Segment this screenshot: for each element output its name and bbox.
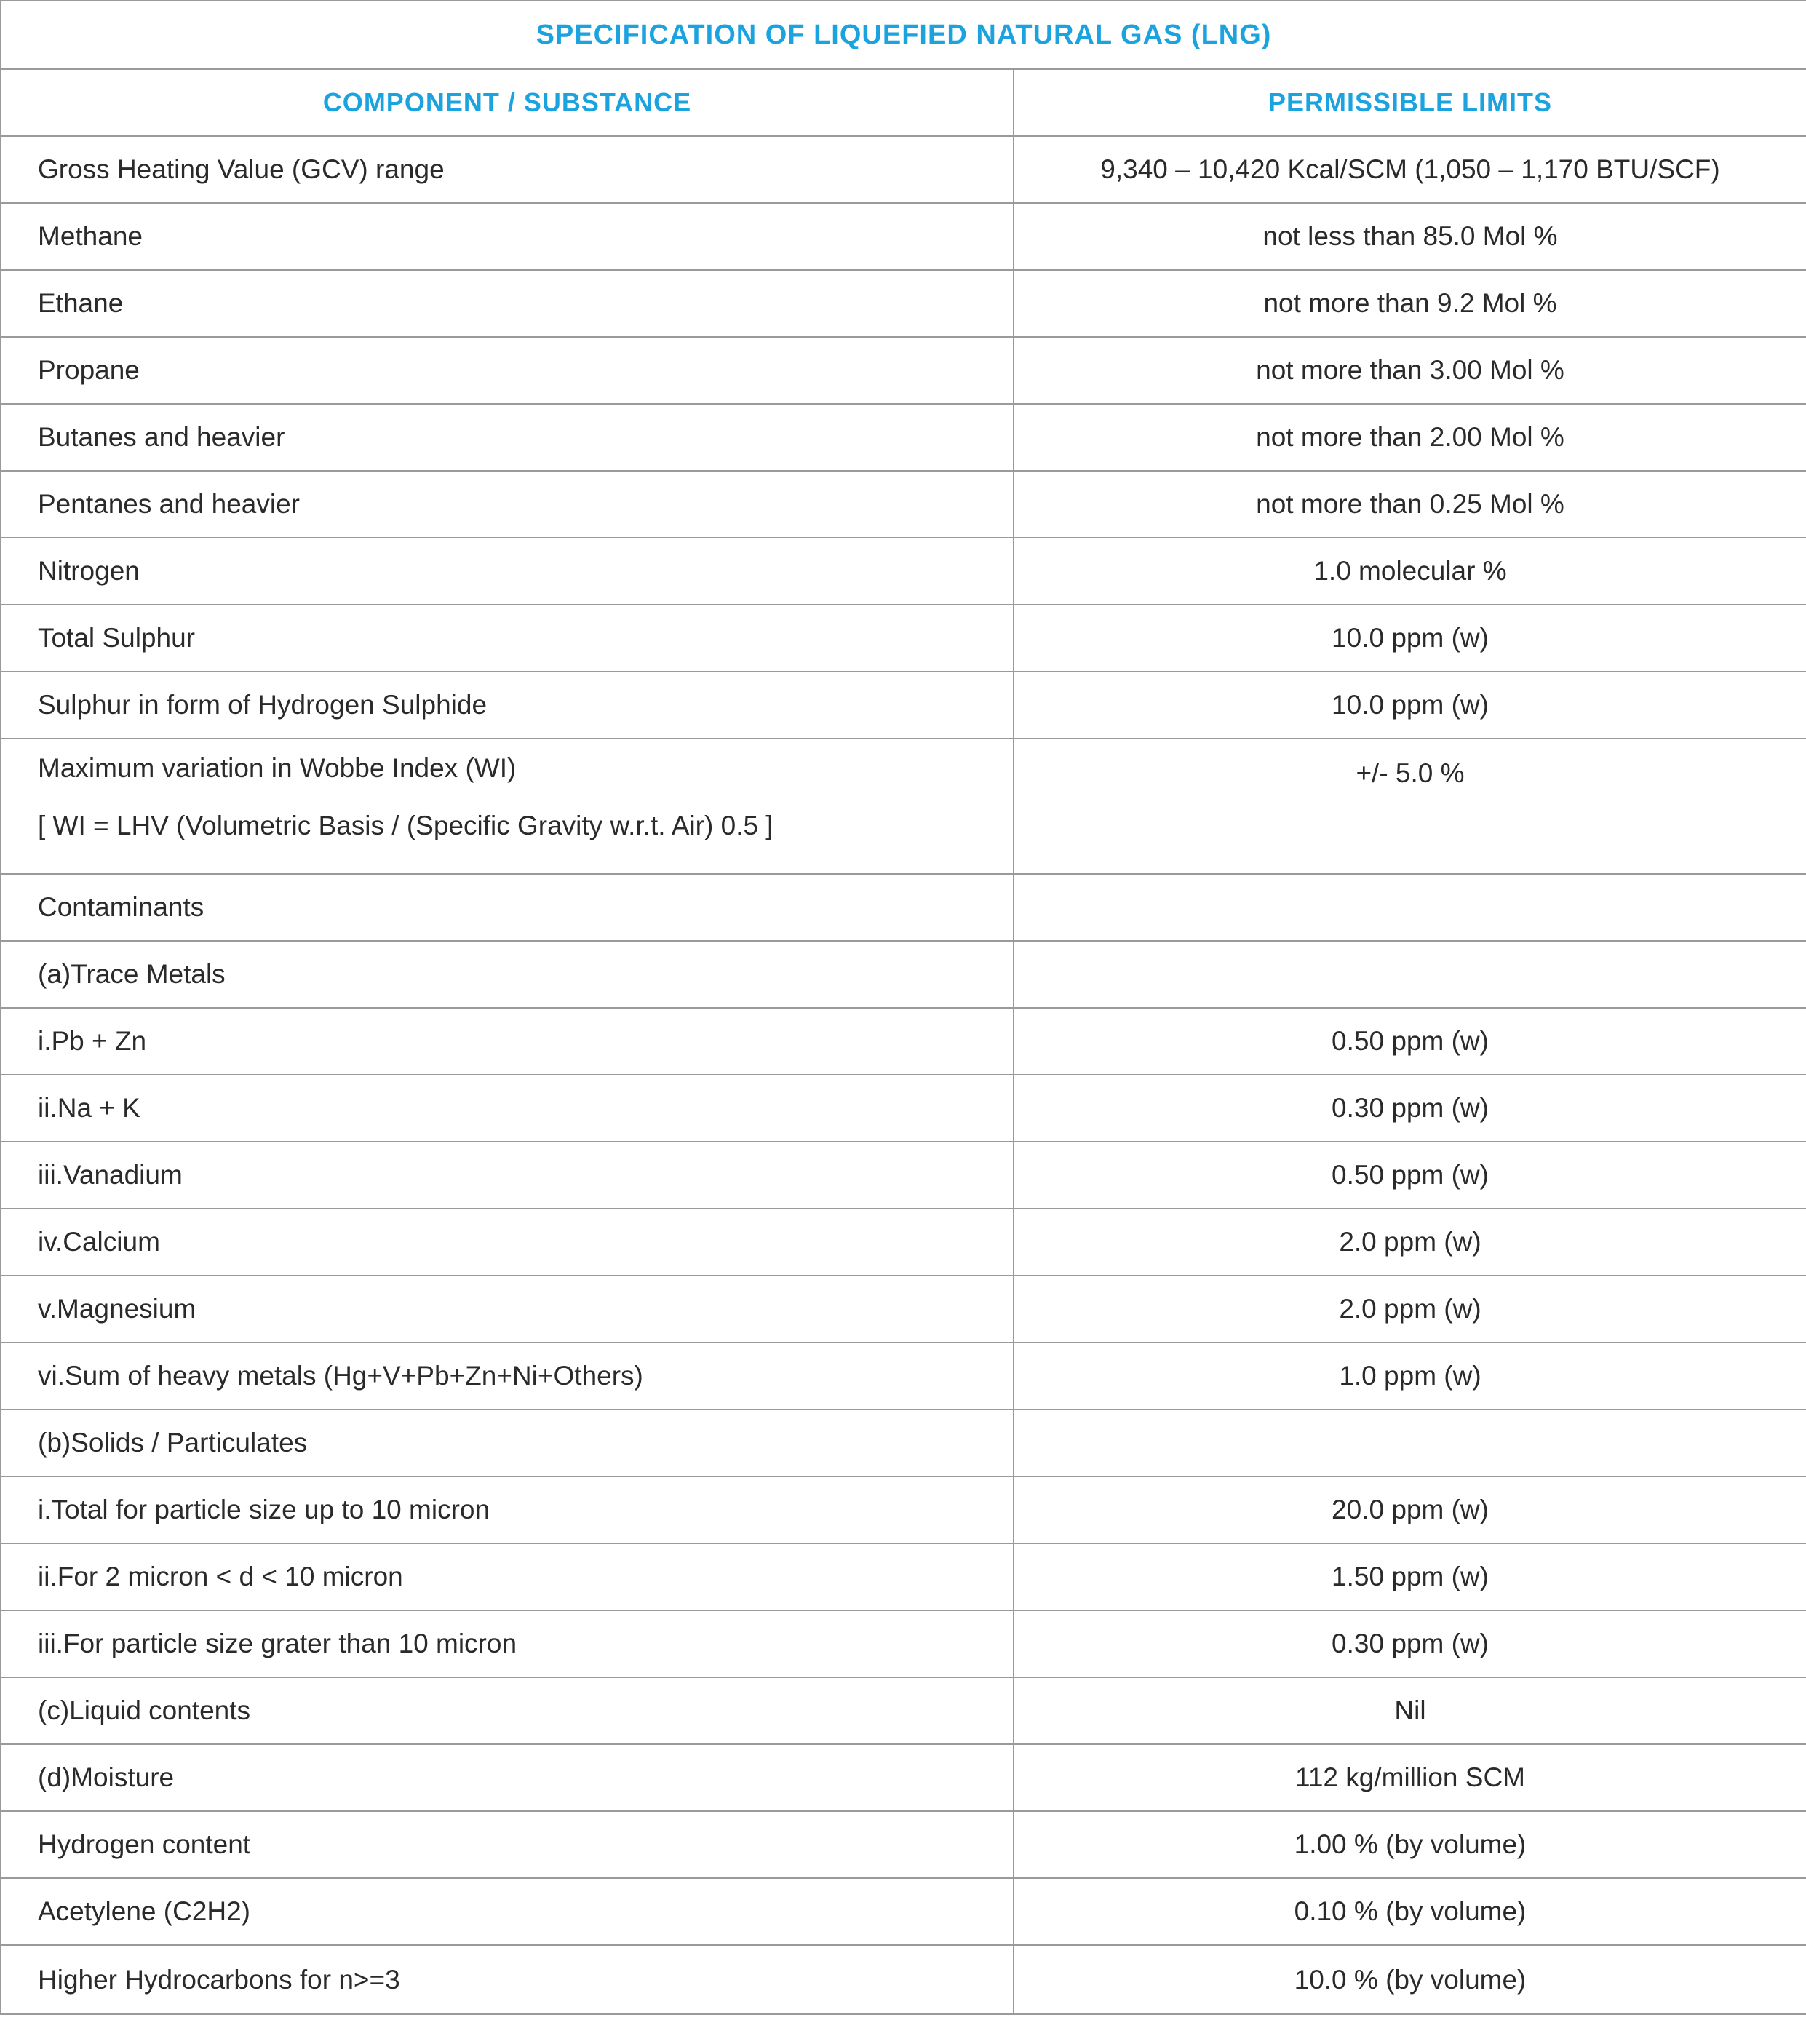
limit-cell: 1.00 % (by volume) [1294, 1829, 1527, 1859]
component-cell: i.Pb + Zn [1, 1009, 1014, 1074]
table-row [1, 1209, 1806, 1276]
table-row [1, 1812, 1806, 1879]
component-cell: Butanes and heavier [1, 405, 1014, 470]
table-title: SPECIFICATION OF LIQUEFIED NATURAL GAS (LNG) [1, 1, 1806, 70]
component-cell: Gross Heating Value (GCV) range [1, 137, 1014, 202]
component-cell: Nitrogen [1, 538, 1014, 604]
component-cell: Acetylene (C2H2) [1, 1879, 1014, 1944]
component-text: Maximum variation in Wobbe Index (WI) [38, 753, 517, 783]
limit-cell: not less than 85.0 Mol % [1262, 221, 1558, 251]
limit-cell: 10.0 ppm (w) [1332, 623, 1489, 653]
component-cell: Contaminants [1, 875, 1014, 940]
limit-cell: 0.30 ppm (w) [1332, 1629, 1489, 1658]
limit-cell: 1.0 ppm (w) [1339, 1361, 1481, 1391]
table-row [1, 1745, 1806, 1812]
limit-cell [1014, 875, 1806, 940]
limit-cell: 2.0 ppm (w) [1339, 1227, 1481, 1257]
limit-cell: 0.10 % (by volume) [1294, 1896, 1527, 1926]
header-limits: PERMISSIBLE LIMITS [1268, 87, 1553, 117]
component-cell: ii.Na + K [1, 1075, 1014, 1141]
table-row [1, 875, 1806, 942]
limit-cell: Nil [1394, 1695, 1426, 1725]
table-row [1, 538, 1806, 605]
table-row [1, 1678, 1806, 1745]
table-row [1, 942, 1806, 1009]
table-row [1, 1544, 1806, 1611]
limit-cell: 112 kg/million SCM [1295, 1762, 1525, 1792]
table-row [1, 1611, 1806, 1678]
limit-cell: +/- 5.0 % [1356, 758, 1465, 788]
table-row [1, 271, 1806, 338]
table-row [1, 1879, 1806, 1946]
component-cell: Propane [1, 338, 1014, 403]
component-formula: [ WI = LHV (Volumetric Basis / (Specific Gravity w.r.t. Air) 0.5 ] [38, 811, 773, 840]
component-cell: i.Total for particle size up to 10 micron [1, 1477, 1014, 1543]
component-cell: Pentanes and heavier [1, 472, 1014, 537]
limit-cell: 10.0 ppm (w) [1332, 690, 1489, 720]
component-cell: Total Sulphur [1, 605, 1014, 671]
limit-cell: 20.0 ppm (w) [1332, 1495, 1489, 1524]
table-row [1, 1410, 1806, 1477]
limit-cell: 0.30 ppm (w) [1332, 1093, 1489, 1123]
table-row [1, 405, 1806, 472]
table-row [1, 605, 1806, 672]
table-row [1, 1946, 1806, 2013]
table-row [1, 1477, 1806, 1544]
component-cell: Hydrogen content [1, 1812, 1014, 1877]
limit-cell: 10.0 % (by volume) [1294, 1964, 1527, 1995]
component-cell: iii.Vanadium [1, 1142, 1014, 1208]
header-row [1, 70, 1806, 137]
component-cell: v.Magnesium [1, 1276, 1014, 1342]
table-row [1, 204, 1806, 271]
limit-cell: 9,340 – 10,420 Kcal/SCM (1,050 – 1,170 BTU/SCF) [1100, 154, 1720, 184]
component-cell: Ethane [1, 271, 1014, 336]
component-cell: Methane [1, 204, 1014, 269]
table-body [1, 137, 1806, 2013]
limit-cell: 1.0 molecular % [1313, 556, 1507, 586]
limit-cell: 0.50 ppm (w) [1332, 1160, 1489, 1190]
component-cell: vi.Sum of heavy metals (Hg+V+Pb+Zn+Ni+Others) [1, 1343, 1014, 1409]
component-cell: Sulphur in form of Hydrogen Sulphide [1, 672, 1014, 738]
table-row [1, 672, 1806, 739]
header-component: COMPONENT / SUBSTANCE [1, 70, 1014, 135]
component-cell: (c)Liquid contents [1, 1678, 1014, 1743]
component-cell: iii.For particle size grater than 10 micron [1, 1611, 1014, 1677]
component-cell: ii.For 2 micron < d < 10 micron [1, 1544, 1014, 1610]
component-cell: Higher Hydrocarbons for n>=3 [1, 1946, 1014, 2013]
limit-cell: not more than 9.2 Mol % [1263, 288, 1557, 318]
limit-cell: not more than 3.00 Mol % [1256, 355, 1564, 385]
table-row [1, 1075, 1806, 1142]
table-row [1, 338, 1806, 405]
limit-cell: not more than 0.25 Mol % [1256, 489, 1564, 519]
limit-cell: 1.50 ppm (w) [1332, 1562, 1489, 1591]
table-row [1, 1343, 1806, 1410]
table-row [1, 472, 1806, 538]
table-row [1, 1276, 1806, 1343]
limit-cell: not more than 2.00 Mol % [1256, 422, 1564, 452]
component-cell: (d)Moisture [1, 1745, 1014, 1810]
table-row [1, 739, 1806, 875]
table-row [1, 137, 1806, 204]
component-cell [1, 739, 1014, 873]
limit-cell [1014, 942, 1806, 1007]
limit-cell: 2.0 ppm (w) [1339, 1294, 1481, 1324]
limit-cell [1014, 1410, 1806, 1476]
component-cell: (b)Solids / Particulates [1, 1410, 1014, 1476]
limit-cell: 0.50 ppm (w) [1332, 1026, 1489, 1056]
component-cell: (a)Trace Metals [1, 942, 1014, 1007]
table-row [1, 1009, 1806, 1075]
component-cell: iv.Calcium [1, 1209, 1014, 1275]
table-row [1, 1142, 1806, 1209]
